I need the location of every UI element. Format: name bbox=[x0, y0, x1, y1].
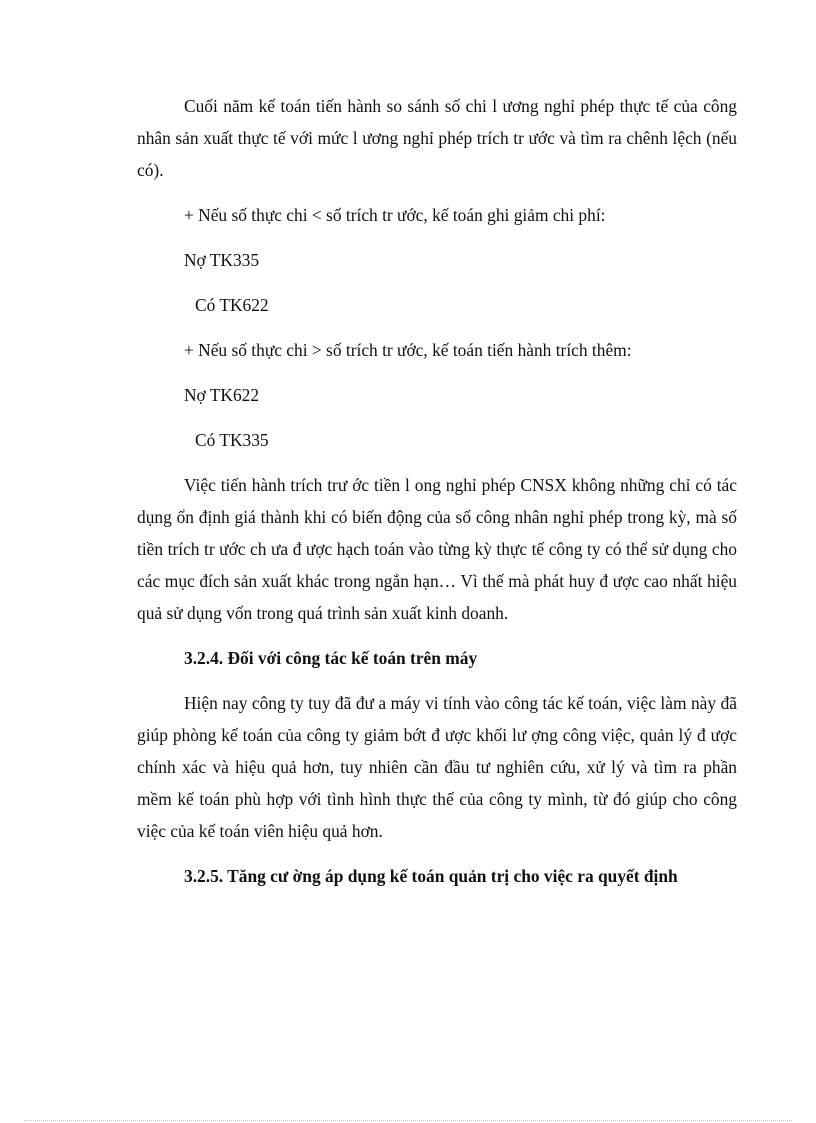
spacer bbox=[137, 411, 737, 424]
credit-entry: Có TK335 bbox=[195, 430, 269, 450]
spacer bbox=[137, 629, 737, 642]
spacer bbox=[137, 847, 737, 860]
document-page bbox=[137, 90, 737, 892]
paragraph-advance-accrual: Việc tiến hành trích trư ớc tiền l ong nghỉ phép CNSX không những chỉ có tác dụng ổn định giá thành khi có biến động của số công nhân nghỉ phép trong kỳ, mà số tiền trích tr ước ch ưa đ ược hạch toán vào từng kỳ thực tế công ty có thể sử dụng cho các mục đích sản xuất khác trong ngắn hạn… Vì thế mà phát huy đ ược cao nhất hiệu quả sử dụng vốn trong quá trình sản xuất kinh doanh. bbox=[137, 475, 737, 623]
credit-entry: Có TK622 bbox=[195, 295, 269, 315]
debit-entry: Nợ TK622 bbox=[184, 385, 260, 405]
case-actual-greater: + Nếu số thực chi > số trích tr ước, kế toán tiến hành trích thêm: bbox=[184, 340, 632, 360]
section-heading-3-2-5: 3.2.5. Tăng cư ờng áp dụng kế toán quản trị cho việc ra quyết định bbox=[184, 866, 678, 886]
spacer bbox=[137, 231, 737, 244]
paragraph-computer-accounting: Hiện nay công ty tuy đã đư a máy vi tính vào công tác kế toán, việc làm này đã giúp phòng kế toán của công ty giảm bớt đ ược khối lư ợng công việc, quản lý đ ược chính xác và hiệu quả hơn, tuy nhiên cần đầu tư nghiên cứu, xử lý và tìm ra phần mềm kế toán phù hợp với tình hình thực thế của công ty mình, từ đó giúp cho công việc của kế toán viên hiệu quả hơn. bbox=[137, 693, 737, 841]
section-heading-3-2-4: 3.2.4. Đối với công tác kế toán trên máy bbox=[184, 648, 478, 668]
page-footer-divider bbox=[24, 1120, 792, 1121]
spacer bbox=[137, 186, 737, 199]
spacer bbox=[137, 456, 737, 469]
spacer bbox=[137, 276, 737, 289]
case-actual-less: + Nếu số thực chi < số trích tr ước, kế toán ghi giảm chi phí: bbox=[184, 205, 606, 225]
spacer bbox=[137, 366, 737, 379]
debit-entry: Nợ TK335 bbox=[184, 250, 260, 270]
spacer bbox=[137, 321, 737, 334]
spacer bbox=[137, 674, 737, 687]
paragraph-year-end-comparison: Cuối năm kế toán tiến hành so sánh số chi l ương nghỉ phép thực tế của công nhân sản xuất thực tế với mức l ương nghỉ phép trích tr ước và tìm ra chênh lệch (nếu có). bbox=[137, 96, 737, 180]
